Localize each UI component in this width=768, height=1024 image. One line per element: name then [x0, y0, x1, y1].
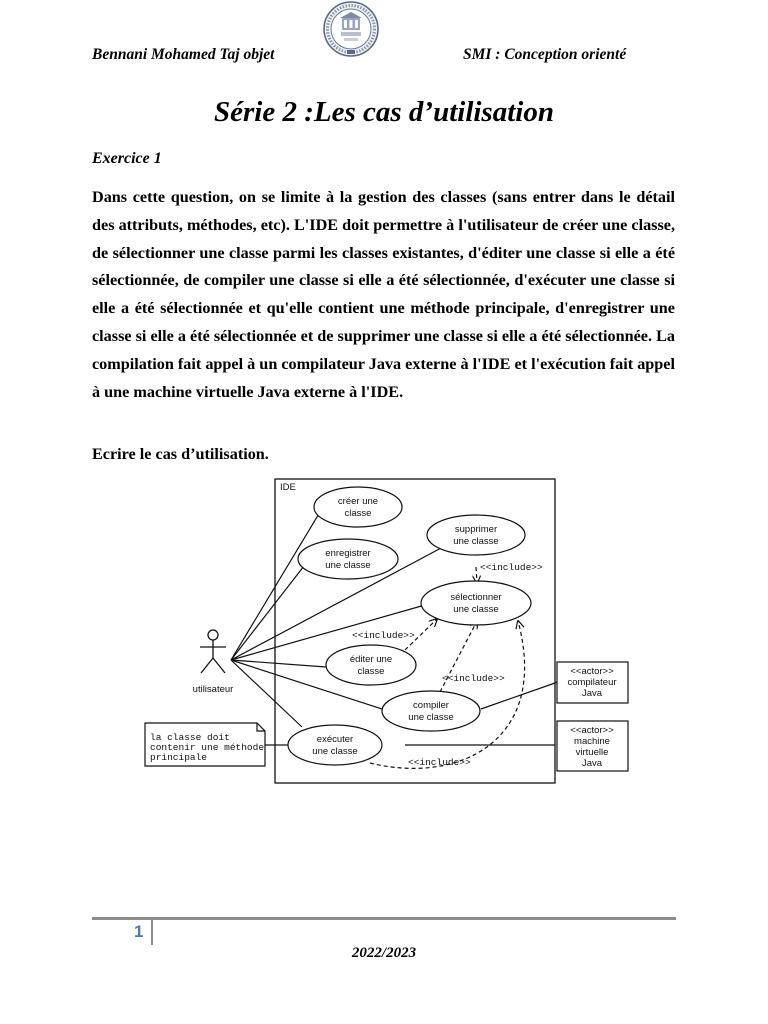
svg-text:Java: Java	[581, 688, 603, 699]
page-number: 1	[134, 922, 144, 941]
footer-year: 2022/2023	[351, 945, 417, 961]
svg-text:Java: Java	[581, 758, 603, 769]
constraint-note	[145, 723, 265, 766]
svg-text:une classe: une classe	[325, 560, 371, 571]
header-course-title: SMI : Conception orienté	[463, 46, 627, 63]
usecase-supprimer	[427, 515, 525, 555]
svg-text:<<actor>>: <<actor>>	[570, 666, 614, 677]
page-number-separator	[151, 920, 153, 945]
svg-text:compilateur: compilateur	[567, 677, 617, 688]
usecase-executer	[288, 725, 382, 765]
svg-text:créer une: créer une	[337, 496, 379, 507]
svg-text:une classe: une classe	[408, 712, 454, 723]
include-label-editer: <<include>>	[352, 630, 415, 641]
svg-text:virtuelle: virtuelle	[575, 747, 609, 758]
svg-text:compiler: compiler	[413, 700, 449, 711]
svg-text:classe: classe	[357, 666, 385, 677]
svg-text:une classe: une classe	[312, 746, 358, 757]
svg-text:une classe: une classe	[453, 604, 499, 615]
system-label: IDE	[280, 482, 296, 493]
svg-text:sélectionner: sélectionner	[450, 592, 502, 603]
include-label-executer: <<include>>	[408, 757, 471, 768]
svg-text:enregistrer: enregistrer	[325, 548, 371, 559]
exercise-question: Ecrire le cas d’utilisation.	[92, 445, 269, 463]
svg-text:<<actor>>: <<actor>>	[570, 725, 614, 736]
use-case-diagram	[140, 475, 640, 790]
exercise-statement: Dans cette question, on se limite à la gestion des classes (sans entrer dans le détail des attributs, méthodes, etc). L'IDE doit permettre à l'utilisateur de créer une classe, de sélectionner une classe parmi les classes existantes, d'éditer une classe si elle a été sélectionnée, de compiler une classe si elle a été sélectionnée, d'exécuter une classe si elle a été sélectionnée et qu'elle contient une méthode principale, d'enregistrer une classe si elle a été sélectionnée et de supprimer une classe si elle a été sélectionnée. La compilation fait appel à un compilateur Java externe à l'IDE et l'exécution fait appel à une machine virtuelle Java externe à l'IDE.	[92, 188, 675, 401]
usecase-editer	[326, 645, 416, 685]
svg-text:machine: machine	[574, 736, 610, 747]
svg-text:une classe: une classe	[453, 536, 499, 547]
exercise-heading: Exercice 1	[92, 150, 162, 167]
include-label-compiler: <<include>>	[442, 673, 505, 684]
usecase-selectionner	[421, 581, 531, 625]
actor-machine-virtuelle-java	[557, 721, 628, 771]
footer-rule	[92, 917, 676, 920]
svg-text:contenir une méthode: contenir une méthode	[150, 742, 265, 753]
actor-label: utilisateur	[192, 684, 234, 695]
actor-utilisateur	[200, 630, 226, 673]
document-title: Série 2 :Les cas d’utilisation	[214, 96, 554, 128]
usecase-creer	[314, 487, 402, 527]
usecase-compiler	[382, 691, 480, 731]
svg-text:la classe doit: la classe doit	[150, 732, 230, 743]
svg-text:supprimer: supprimer	[454, 524, 498, 535]
actor-compilateur-java	[557, 662, 628, 703]
header-author-and-course-end: Bennani Mohamed Taj objet	[92, 46, 275, 63]
include-label-supprimer: <<include>>	[480, 562, 543, 573]
usecase-enregistrer	[298, 539, 398, 579]
svg-text:classe: classe	[344, 508, 372, 519]
svg-text:principale: principale	[150, 752, 208, 763]
svg-text:exécuter: exécuter	[316, 734, 354, 745]
svg-text:éditer une: éditer une	[349, 654, 393, 665]
